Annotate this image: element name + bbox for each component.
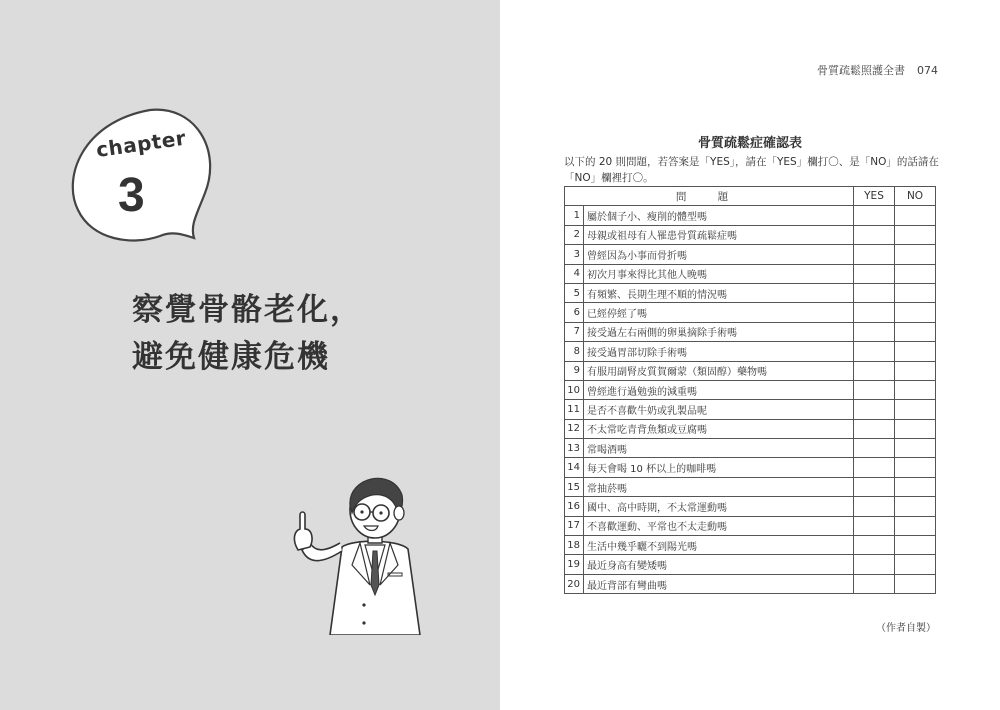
table-header-row [565,187,936,206]
no-answer-cell[interactable] [895,477,936,496]
yes-answer-cell[interactable] [854,458,895,477]
question-number: 7 [565,322,584,341]
yes-answer-cell[interactable] [854,342,895,361]
table-row [565,342,936,361]
no-answer-cell[interactable] [895,206,936,225]
yes-answer-cell[interactable] [854,419,895,438]
chapter-title-line-1: 察覺骨骼老化， [132,292,363,328]
question-number: 19 [565,555,584,574]
yes-column-header: YES [854,187,895,206]
chapter-title-line-2: 避免健康危機 [132,339,330,375]
table-row [565,245,936,264]
yes-answer-cell[interactable] [854,497,895,516]
question-text: 曾經進行過勉強的減重嗎 [584,380,854,399]
question-text: 不喜歡運動、平常也不太走動嗎 [584,516,854,535]
question-text: 曾經因為小事而骨折嗎 [584,245,854,264]
yes-answer-cell[interactable] [854,322,895,341]
question-number: 17 [565,516,584,535]
no-answer-cell[interactable] [895,303,936,322]
question-number: 11 [565,400,584,419]
no-answer-cell[interactable] [895,283,936,302]
source-note: （作者自製） [876,623,936,634]
chapter-label: chapter [94,125,188,162]
question-text: 國中、高中時期，不太常運動嗎 [584,497,854,516]
yes-answer-cell[interactable] [854,245,895,264]
no-answer-cell[interactable] [895,361,936,380]
no-answer-cell[interactable] [895,516,936,535]
chapter-number: 3 [118,169,145,222]
yes-answer-cell[interactable] [854,439,895,458]
question-number: 13 [565,439,584,458]
no-answer-cell[interactable] [895,439,936,458]
question-number: 12 [565,419,584,438]
no-answer-cell[interactable] [895,536,936,555]
question-text: 接受過胃部切除手術嗎 [584,342,854,361]
checklist-table [564,186,936,594]
table-row [565,574,936,593]
table-row [565,361,936,380]
yes-answer-cell[interactable] [854,361,895,380]
no-answer-cell[interactable] [895,342,936,361]
no-answer-cell[interactable] [895,245,936,264]
no-answer-cell[interactable] [895,497,936,516]
no-answer-cell[interactable] [895,458,936,477]
question-text: 生活中幾乎曬不到陽光嗎 [584,536,854,555]
question-number: 1 [565,206,584,225]
table-row [565,516,936,535]
question-number: 18 [565,536,584,555]
table-row [565,439,936,458]
question-number: 3 [565,245,584,264]
yes-answer-cell[interactable] [854,574,895,593]
table-row [565,206,936,225]
table-row [565,497,936,516]
yes-answer-cell[interactable] [854,400,895,419]
table-row [565,400,936,419]
question-text: 最近背部有彎曲嗎 [584,574,854,593]
no-answer-cell[interactable] [895,419,936,438]
table-row [565,555,936,574]
question-number: 6 [565,303,584,322]
question-text: 是否不喜歡牛奶或乳製品呢 [584,400,854,419]
no-answer-cell[interactable] [895,225,936,244]
no-answer-cell[interactable] [895,264,936,283]
question-text: 接受過左右兩側的卵巢摘除手術嗎 [584,322,854,341]
no-column-header: NO [895,187,936,206]
question-text: 初次月事來得比其他人晚嗎 [584,264,854,283]
table-row [565,380,936,399]
table-row [565,283,936,302]
doctor-pointing-illustration [280,455,460,635]
no-answer-cell[interactable] [895,380,936,399]
question-text: 已經停經了嗎 [584,303,854,322]
question-text: 母親或祖母有人罹患骨質疏鬆症嗎 [584,225,854,244]
yes-answer-cell[interactable] [854,225,895,244]
question-text: 每天會喝 10 杯以上的咖啡嗎 [584,458,854,477]
question-number: 10 [565,380,584,399]
question-text: 常抽菸嗎 [584,477,854,496]
table-row [565,458,936,477]
question-number: 16 [565,497,584,516]
yes-answer-cell[interactable] [854,303,895,322]
question-number: 4 [565,264,584,283]
question-number: 2 [565,225,584,244]
yes-answer-cell[interactable] [854,477,895,496]
yes-answer-cell[interactable] [854,516,895,535]
question-number: 9 [565,361,584,380]
speech-bubble-icon [0,0,500,300]
right-page [500,0,1000,710]
no-answer-cell[interactable] [895,574,936,593]
question-text: 不太常吃青背魚類或豆腐嗎 [584,419,854,438]
page-number: 074 [917,64,938,77]
table-row [565,225,936,244]
question-text: 有服用副腎皮質賀爾蒙（類固醇）藥物嗎 [584,361,854,380]
question-number: 5 [565,283,584,302]
table-row [565,536,936,555]
question-text: 最近身高有變矮嗎 [584,555,854,574]
question-text: 常喝酒嗎 [584,439,854,458]
question-column-header: 問 題 [565,187,854,206]
yes-answer-cell[interactable] [854,283,895,302]
table-title: 骨質疏鬆症確認表 [697,136,802,151]
table-row [565,264,936,283]
question-number: 20 [565,574,584,593]
no-answer-cell[interactable] [895,555,936,574]
yes-answer-cell[interactable] [854,555,895,574]
no-answer-cell[interactable] [895,322,936,341]
intro-text: 以下的 20 則問題，若答案是「YES」，請在「YES」欄打〇、是「NO」的話請在「NO」欄裡打〇。 [564,156,939,184]
table-row [565,322,936,341]
question-number: 15 [565,477,584,496]
table-row [565,303,936,322]
question-number: 8 [565,342,584,361]
book-title: 骨質疏鬆照護全書 [817,64,905,77]
question-text: 有頻繁、長期生理不順的情況嗎 [584,283,854,302]
table-row [565,419,936,438]
no-answer-cell[interactable] [895,400,936,419]
question-number: 14 [565,458,584,477]
yes-answer-cell[interactable] [854,264,895,283]
yes-answer-cell[interactable] [854,536,895,555]
running-header [817,62,938,78]
table-row [565,477,936,496]
yes-answer-cell[interactable] [854,206,895,225]
yes-answer-cell[interactable] [854,380,895,399]
question-text: 屬於個子小、瘦削的體型嗎 [584,206,854,225]
